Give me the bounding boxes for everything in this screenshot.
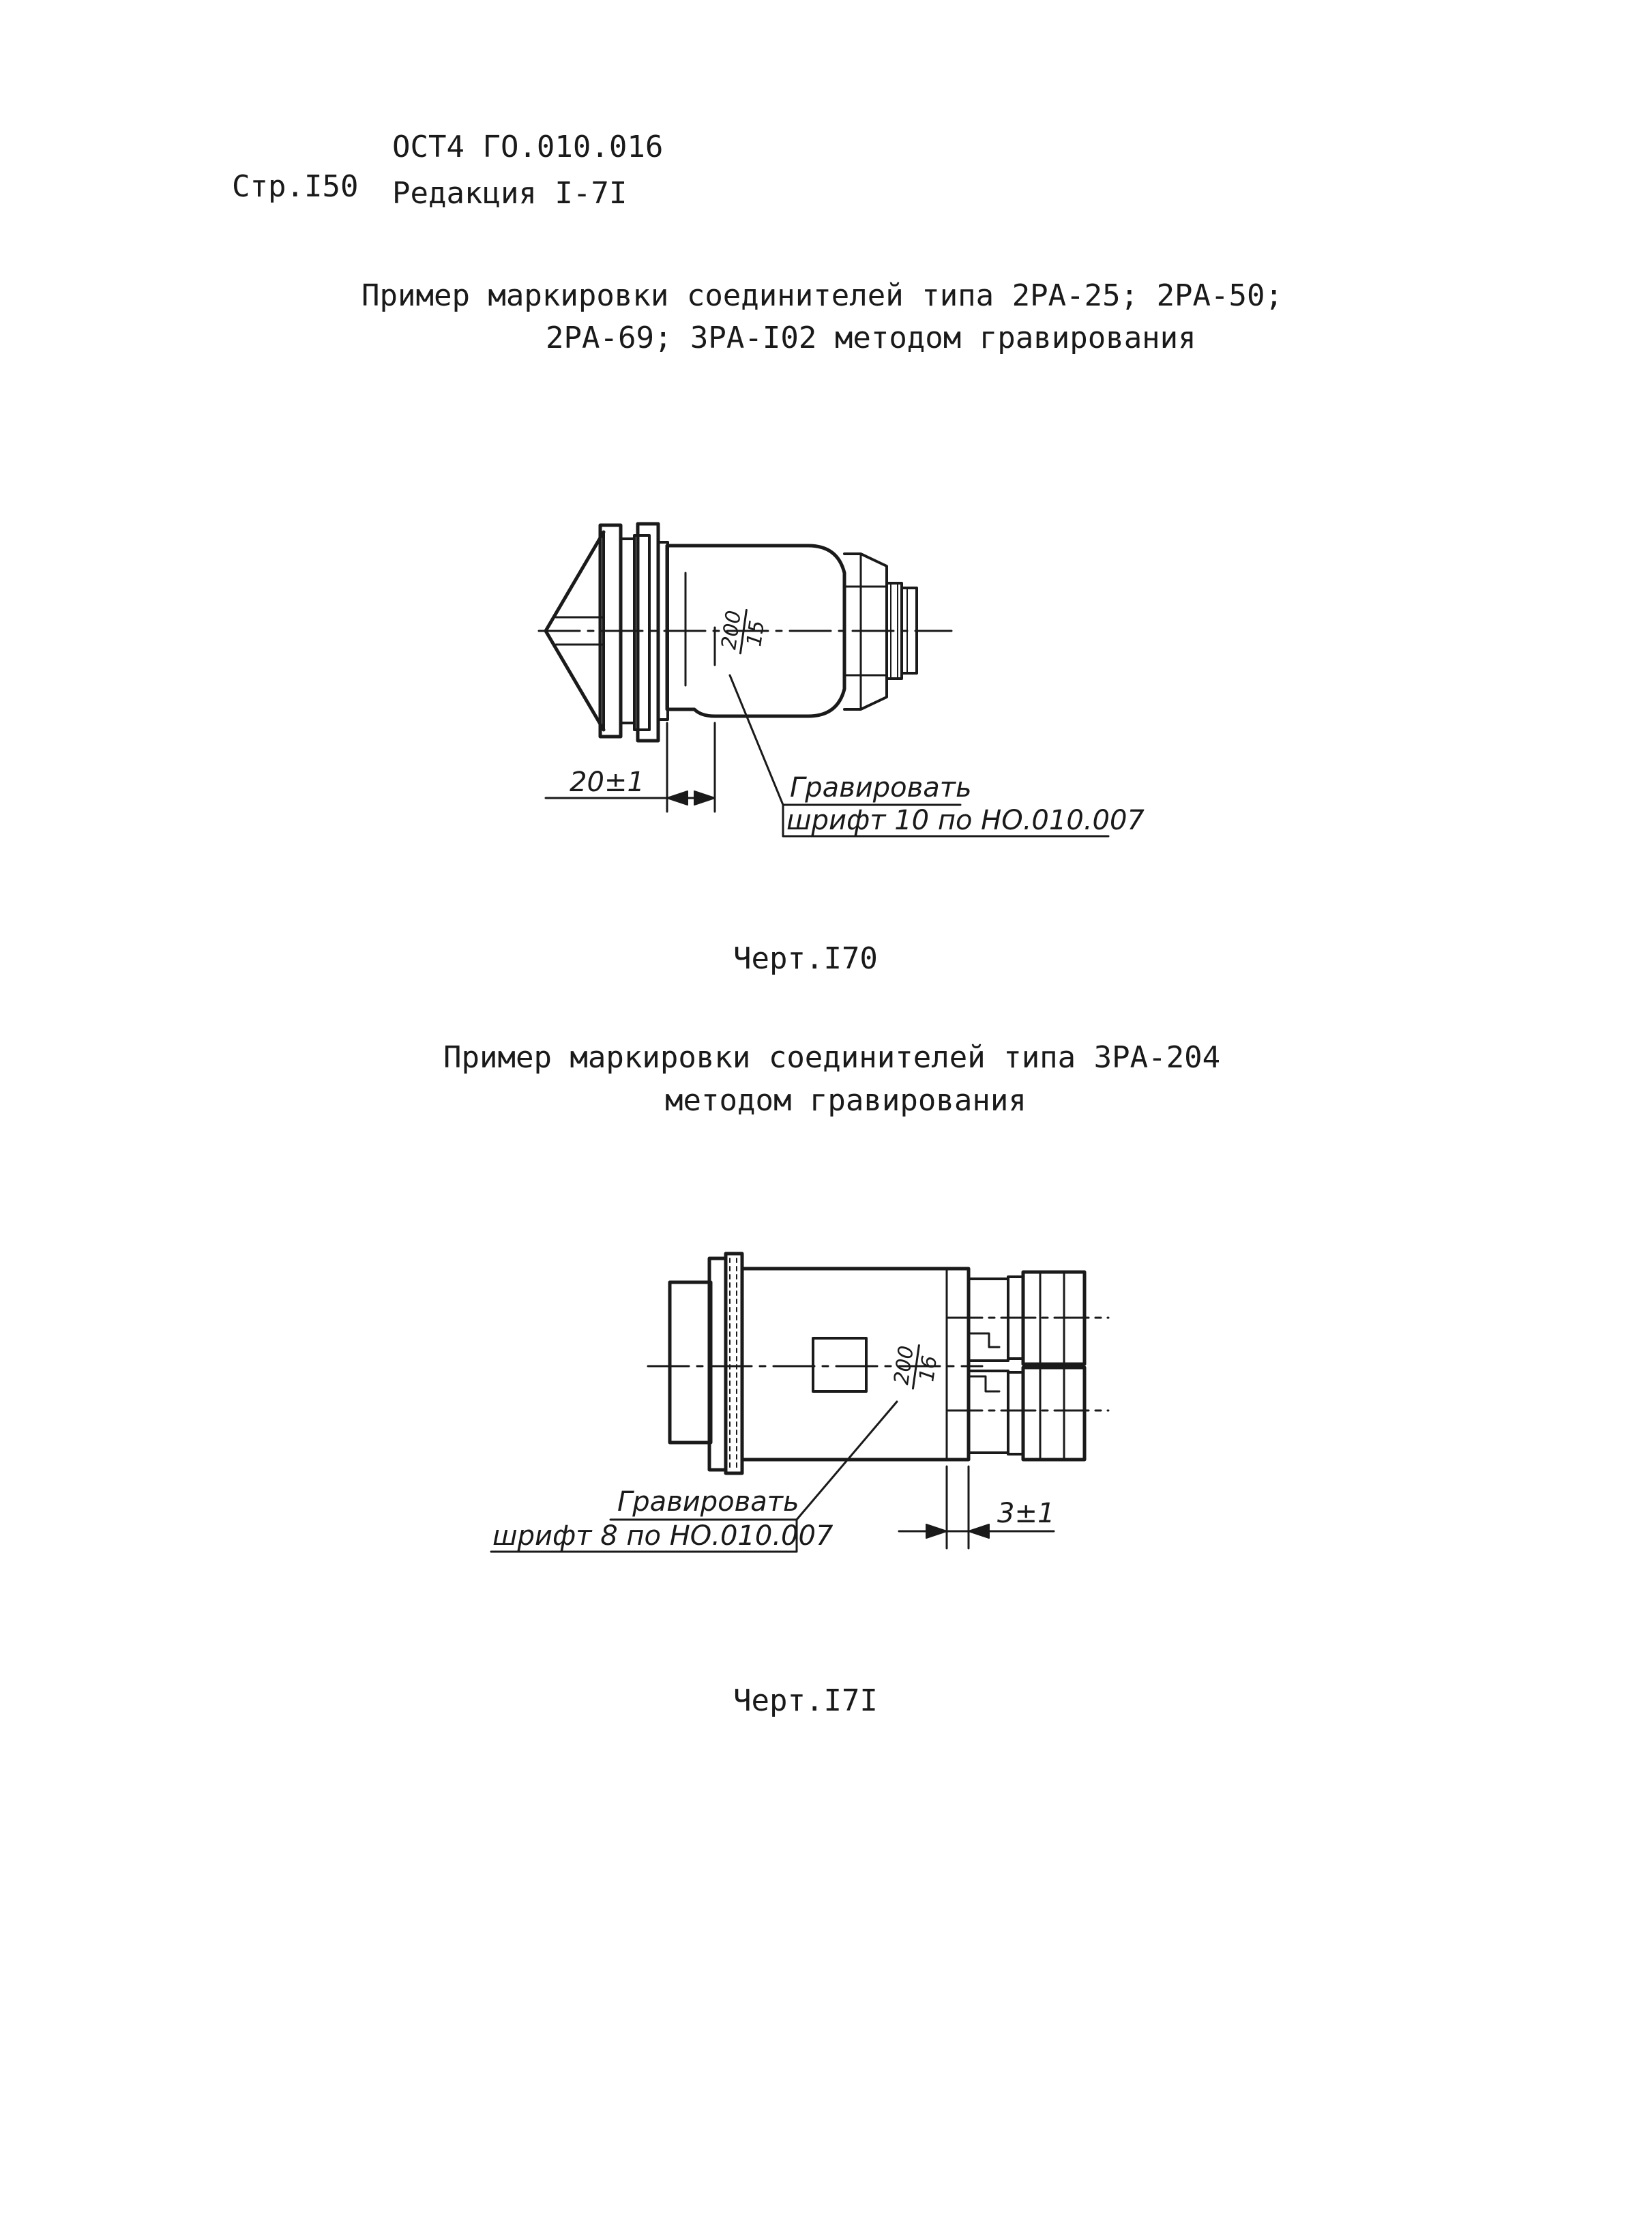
svg-text:200: 200 [889,1344,919,1387]
svg-text:15: 15 [742,619,770,649]
figure2-caption-line1: Пример маркировки соединителей типа 3РА-204 [443,1040,1221,1075]
connector-drawing-2 [491,1254,1108,1552]
note2-line2: шрифт 8 по НО.010.007 [492,1520,834,1552]
connector2-front-stub [670,1282,711,1443]
svg-text:16: 16 [915,1354,943,1384]
revision-label: Редакция I-7I [392,176,628,211]
marking-2 [889,1342,943,1392]
connector2-window [813,1338,866,1391]
figure2-label: Черт.I7I [733,1683,878,1718]
dimension-label-1: 20±1 [570,767,645,798]
figure1-label: Черт.I70 [733,941,878,976]
connector-drawing-1 [539,524,1145,836]
figure1-caption-line2: 2РА-69; 3РА-I02 методом гравирования [546,321,1196,355]
note2-line1: Гравировать [617,1486,799,1518]
document-code: ОСТ4 ГО.010.016 [392,130,664,164]
figure1-caption-line1: Пример маркировки соединителей типа 2РА-25; 2РА-50; [362,278,1284,313]
page-number: Стр.I50 [232,169,359,204]
marking-1 [717,607,771,657]
figure2-caption-line2: методом гравирования [665,1083,1027,1118]
connector2-lower-plug [1008,1372,1023,1454]
note1-line2: шрифт 10 по НО.010.007 [786,805,1145,836]
svg-text:200: 200 [717,608,746,651]
note1-line1: Гравировать [790,772,972,803]
dimension-label-2: 3±1 [997,1498,1055,1529]
